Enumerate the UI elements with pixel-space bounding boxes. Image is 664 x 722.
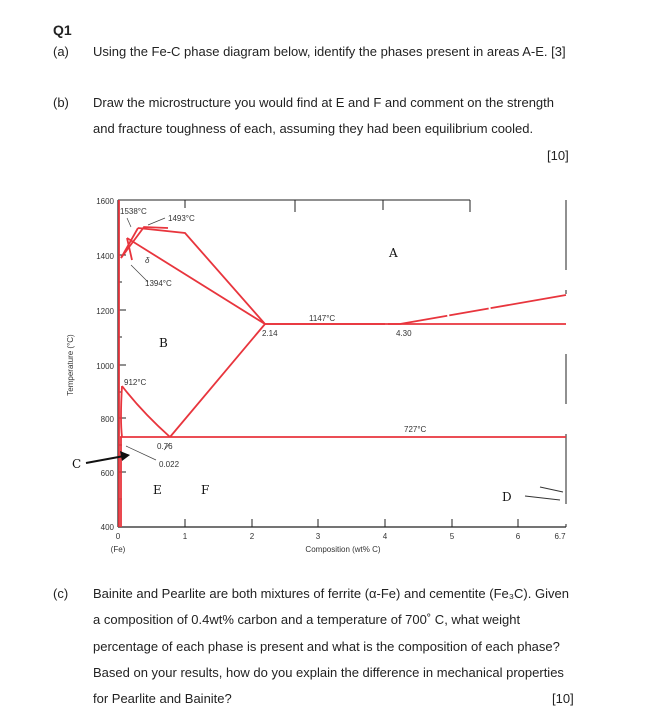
x-axis-title: Composition (wt% C) — [305, 545, 381, 554]
label-1394: 1394°C — [145, 279, 172, 288]
part-b-marks: [10] — [547, 148, 569, 163]
part-b-line1: Draw the microstructure you would find at E and F and comment on the strength — [93, 95, 555, 110]
part-c-line3: percentage of each phase is present and what is the composition of each phase? — [93, 639, 560, 654]
x-tick-0: 0 — [115, 532, 121, 541]
y-tick-400: 400 — [100, 523, 114, 532]
y-tick-1600: 1600 — [96, 197, 114, 206]
label-1538: 1538°C — [120, 207, 147, 216]
part-c-line4: Based on your results, how do you explain the difference in mechanical properties — [93, 665, 564, 680]
y-tick-800: 800 — [100, 415, 114, 424]
label-0-76: 0.76 — [157, 442, 173, 451]
label-1493: 1493°C — [168, 214, 195, 223]
y-tick-1400: 1400 — [96, 252, 114, 261]
part-c-label: (c) — [53, 586, 69, 601]
label-2-14: 2.14 — [262, 329, 278, 338]
x-tick-1: 1 — [182, 532, 188, 541]
liquidus-left — [138, 228, 265, 324]
label-727: 727°C — [404, 425, 427, 434]
alpha-boundary — [121, 386, 122, 437]
label-4-30: 4.30 — [396, 329, 412, 338]
label-delta: δ — [145, 256, 150, 265]
y-tick-1200: 1200 — [96, 307, 114, 316]
x-tick-6: 6 — [515, 532, 521, 541]
x-tick-6-7: 6.7 — [554, 532, 566, 541]
region-label-f: F — [201, 483, 210, 497]
y-tick-1000: 1000 — [96, 362, 114, 371]
region-label-c: C — [72, 457, 82, 471]
arrow-d-pointer — [525, 487, 563, 500]
part-c-line2: a composition of 0.4wt% carbon and a temperature of 700˚ C, what weight — [93, 612, 521, 627]
region-label-d: D — [502, 490, 512, 504]
label-1147: 1147°C — [309, 314, 336, 323]
x-tick-2: 2 — [249, 532, 255, 541]
arrow-c-pointer — [86, 451, 130, 463]
x-ticks — [185, 200, 518, 527]
question-number: Q1 — [53, 22, 72, 38]
region-label-b: B — [159, 336, 168, 350]
part-c-line5: for Pearlite and Bainite? — [93, 691, 232, 706]
part-c-line1: Bainite and Pearlite are both mixtures of ferrite (α-Fe) and cementite (Fe₃C). Given — [93, 586, 569, 601]
y-tick-600: 600 — [100, 469, 114, 478]
region-label-a: A — [389, 246, 398, 260]
x-origin-sub: (Fe) — [110, 545, 126, 554]
part-b-label: (b) — [53, 95, 69, 110]
label-912: 912°C — [124, 378, 147, 387]
x-tick-3: 3 — [315, 532, 321, 541]
x-tick-5: 5 — [449, 532, 455, 541]
part-c-marks: [10] — [552, 691, 574, 706]
acm-line — [170, 324, 265, 437]
part-a-label: (a) — [53, 44, 69, 59]
a3-line — [122, 386, 170, 437]
x-tick-4: 4 — [382, 532, 388, 541]
part-a-text: Using the Fe-C phase diagram below, identify the phases present in areas A-E. [3] — [93, 44, 566, 59]
part-b-line2: and fracture toughness of each, assuming they had been equilibrium cooled. — [93, 121, 534, 136]
region-label-e: E — [153, 483, 162, 497]
phase-boundaries — [119, 200, 566, 527]
label-0-022: 0.022 — [159, 460, 180, 469]
axis-frame — [118, 200, 566, 527]
y-axis-title: Temperature (°C) — [66, 334, 75, 396]
